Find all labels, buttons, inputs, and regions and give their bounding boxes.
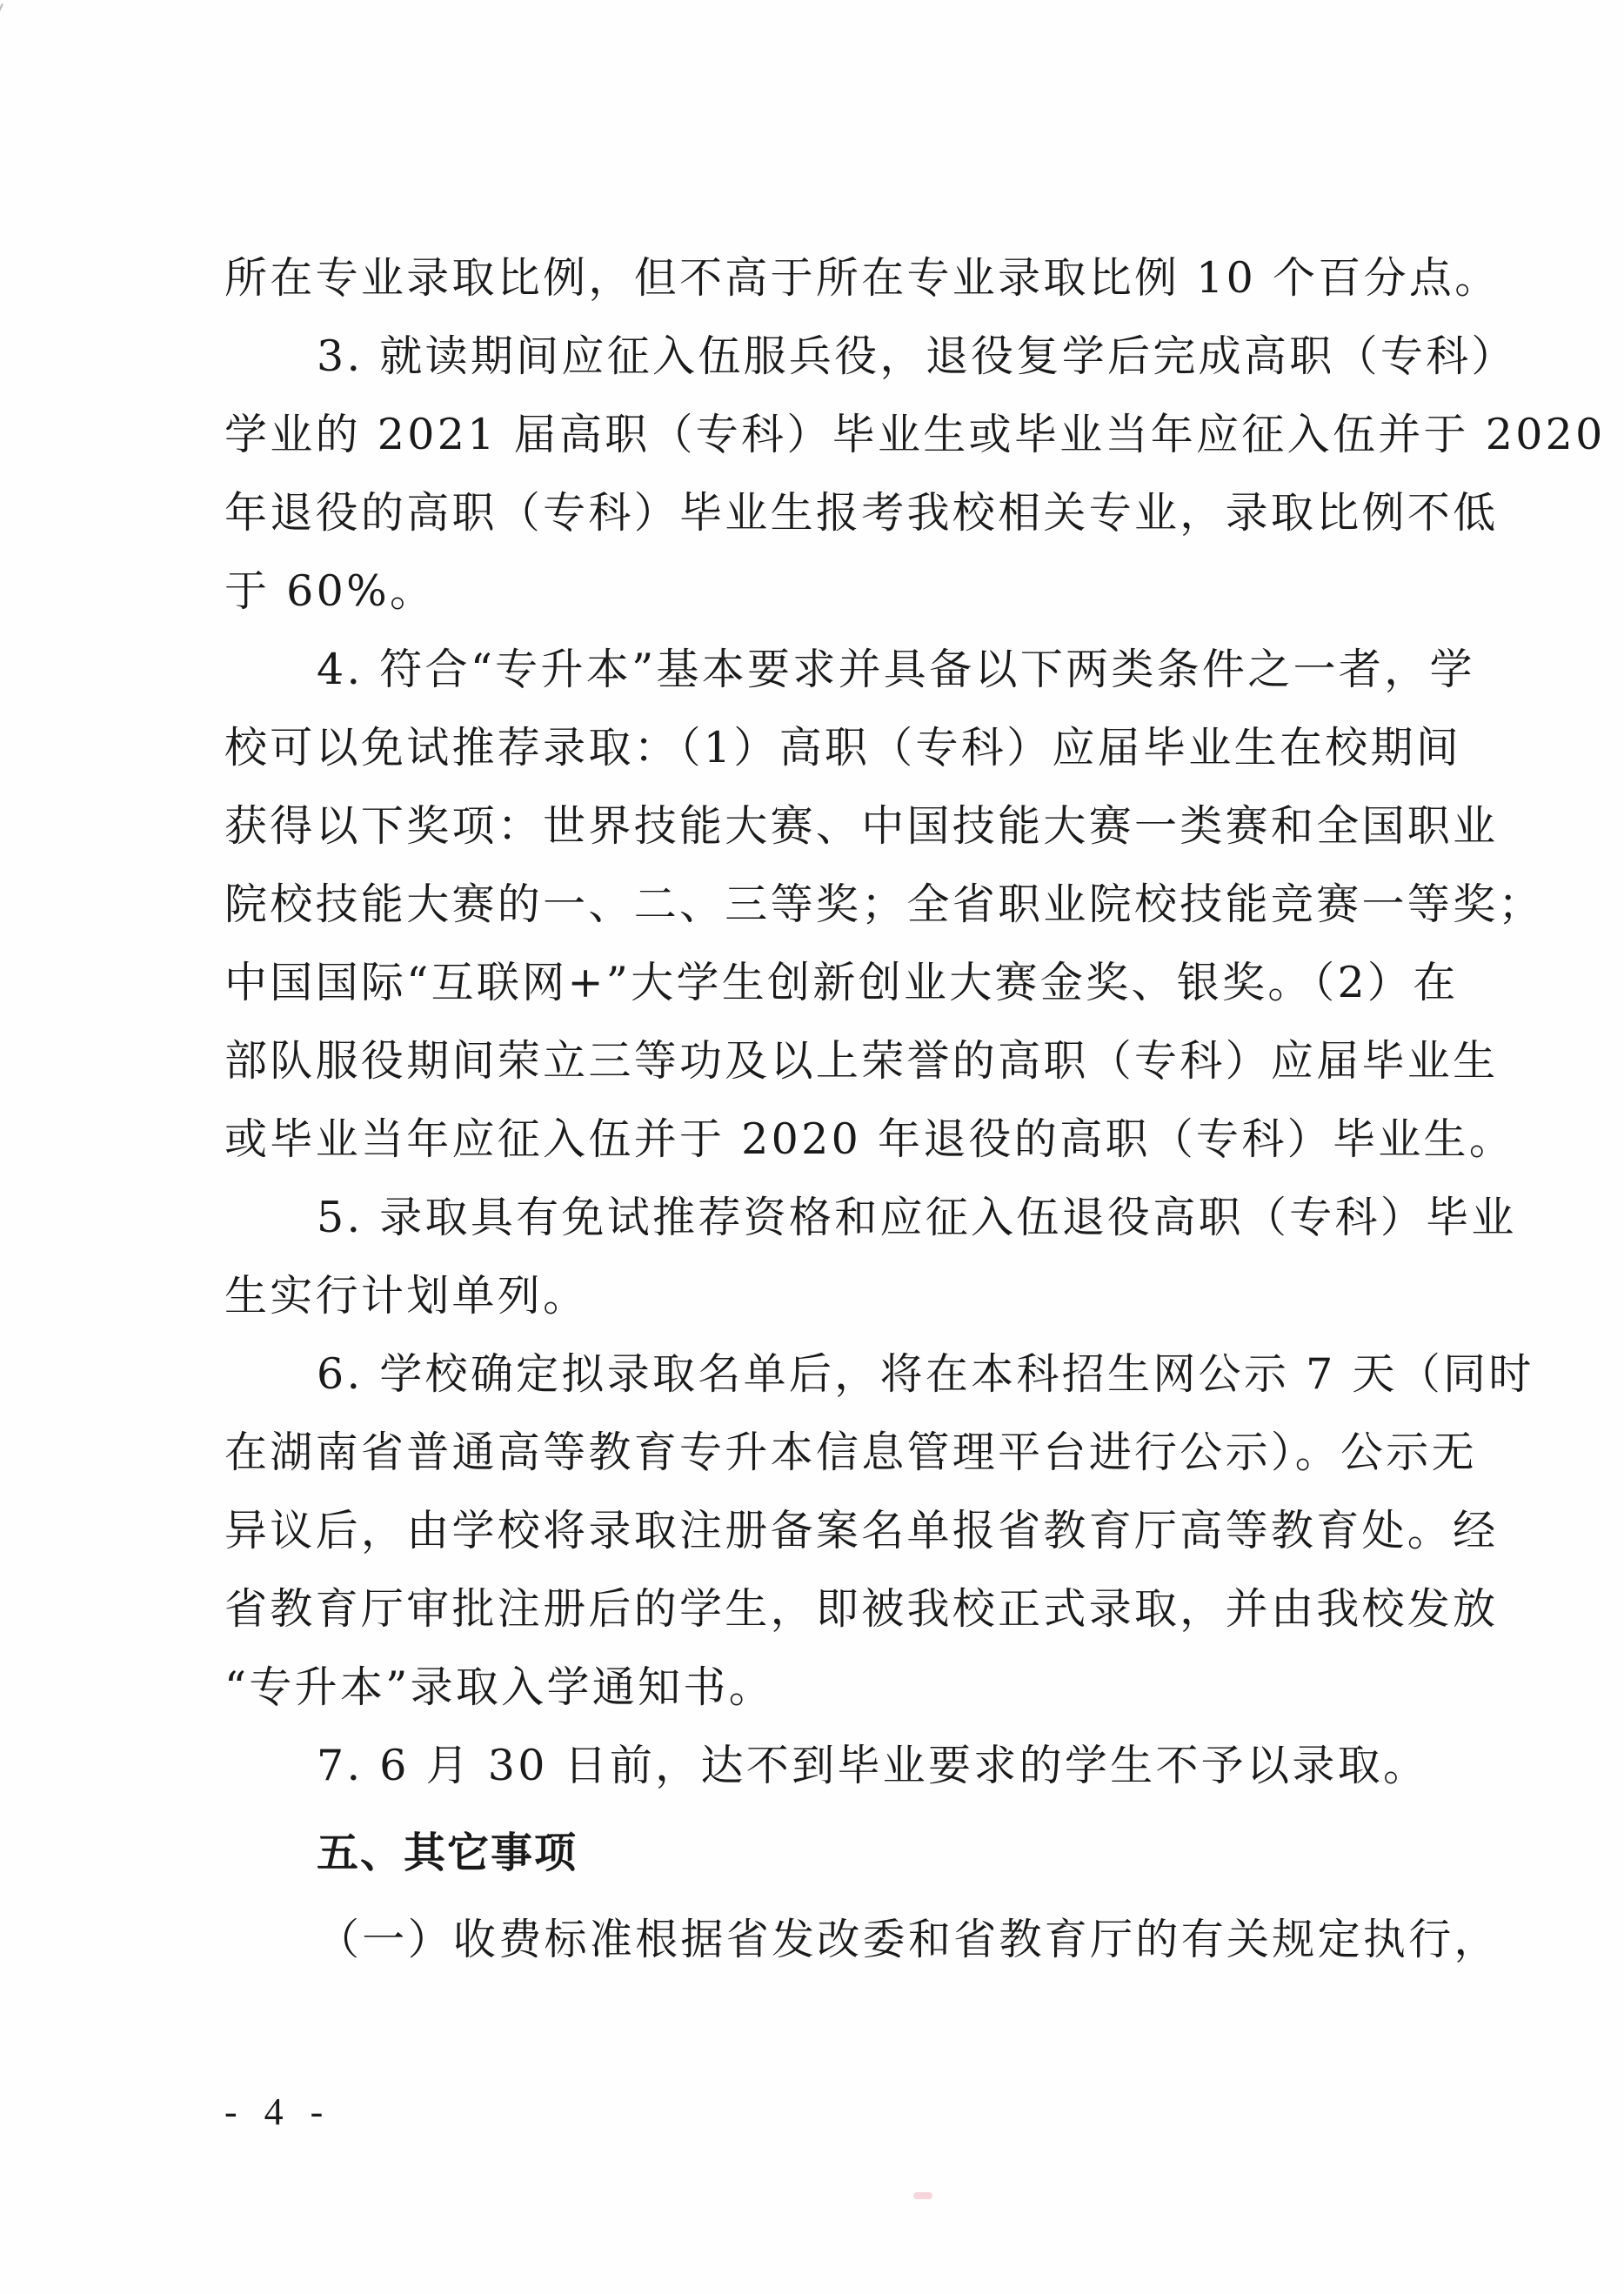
- text-line: 3. 就读期间应征入伍服兵役，退役复学后完成高职（专科）: [317, 331, 1517, 381]
- text-line: 学业的 2021 届高职（专科）毕业生或毕业当年应征入伍并于 2020: [224, 410, 1606, 459]
- stamp-residue: [913, 2192, 932, 2199]
- text-line: 4. 符合“专升本”基本要求并具备以下两类条件之一者，学: [317, 645, 1475, 694]
- text-line: “专升本”录取入学通知书。: [224, 1662, 775, 1712]
- text-line: 省教育厅审批注册后的学生，即被我校正式录取，并由我校发放: [224, 1584, 1499, 1634]
- text-line: 于 60%。: [224, 566, 436, 616]
- text-line: 所在专业录取比例，但不高于所在专业录取比例 10 个百分点。: [224, 253, 1500, 303]
- text-line: 异议后，由学校将录取注册备案名单报省教育厅高等教育处。经: [224, 1506, 1499, 1555]
- text-line: 部队服役期间荣立三等功及以上荣誉的高职（专科）应届毕业生: [224, 1036, 1499, 1086]
- text-line: 5. 录取具有免试推荐资格和应征入伍退役高职（专科）毕业: [317, 1193, 1517, 1242]
- text-line: 7. 6 月 30 日前，达不到毕业要求的学生不予以录取。: [317, 1741, 1429, 1790]
- section-heading: 五、其它事项: [317, 1829, 578, 1877]
- text-line: 获得以下奖项：世界技能大赛、中国技能大赛一类赛和全国职业: [224, 801, 1499, 851]
- text-line: 生实行计划单列。: [224, 1271, 589, 1321]
- text-line: 中国国际“互联网+”大学生创新创业大赛金奖、银奖。（2）在: [224, 958, 1459, 1007]
- text-line: 在湖南省普通高等教育专升本信息管理平台进行公示）。公示无: [224, 1428, 1477, 1477]
- text-line: 或毕业当年应征入伍并于 2020 年退役的高职（专科）毕业生。: [224, 1114, 1515, 1164]
- text-line: 院校技能大赛的一、二、三等奖；全省职业院校技能竞赛一等奖；: [224, 879, 1544, 929]
- text-line: （一）收费标准根据省发改委和省教育厅的有关规定执行，: [317, 1915, 1500, 1964]
- scan-artifact: [0, 3, 3, 51]
- text-line: 6. 学校确定拟录取名单后，将在本科招生网公示 7 天（同时: [317, 1349, 1534, 1399]
- text-line: 校可以免试推荐录取：（1）高职（专科）应届毕业生在校期间: [224, 723, 1462, 772]
- page-number: - 4 -: [224, 2090, 332, 2133]
- text-line: 年退役的高职（专科）毕业生报考我校相关专业，录取比例不低: [224, 488, 1499, 538]
